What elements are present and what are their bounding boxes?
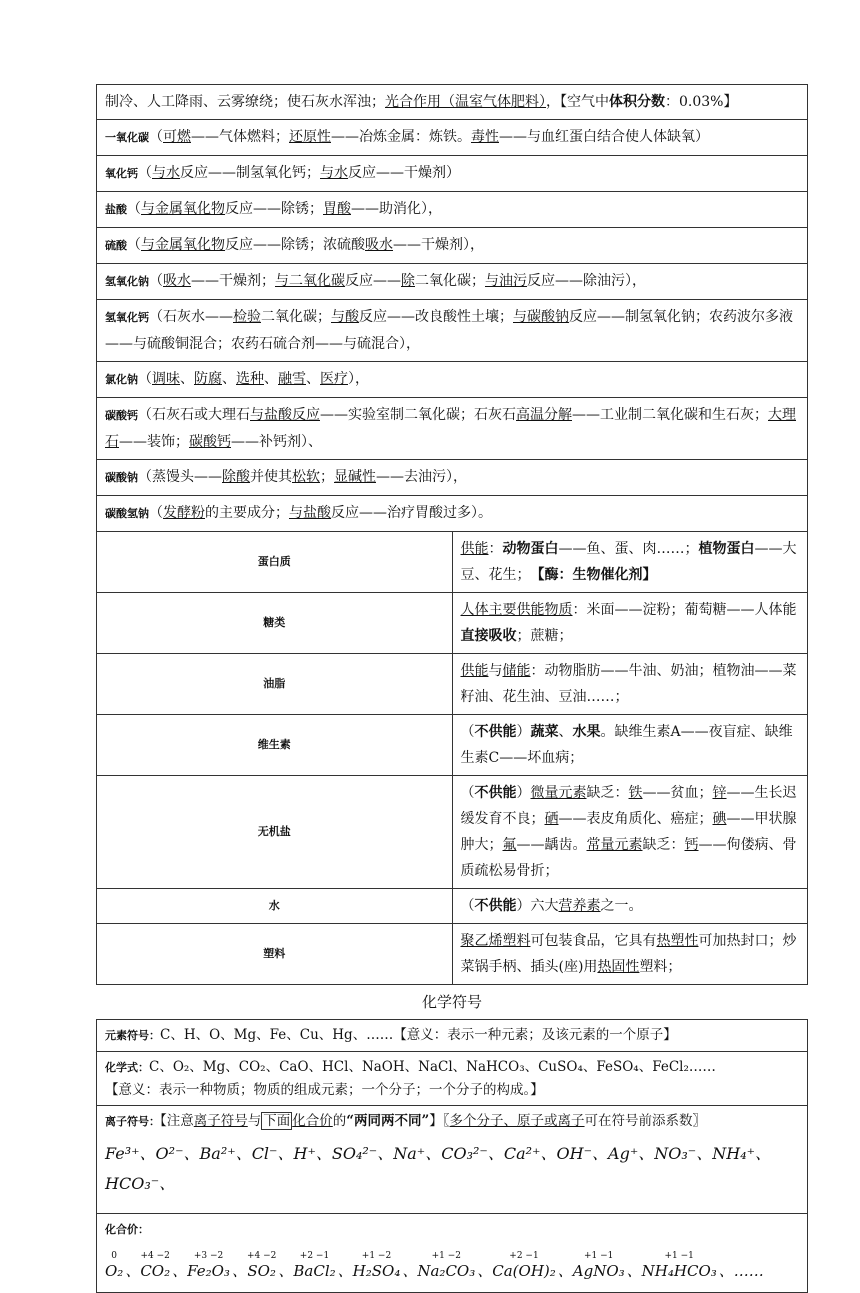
table-row [97, 85, 808, 120]
table-row: 碳酸钠（蒸馒头——除酸并使其松软；显碱性——去油污）， [97, 460, 808, 496]
table-row: 蛋白质 供能：动物蛋白——鱼、蛋、肉……；植物蛋白——大豆、花生； 【酶：生物催化剂】 [97, 532, 808, 593]
table-row: 碳酸氢钠（发酵粉的主要成分；与盐酸反应——治疗胃酸过多）。 [97, 496, 808, 532]
table-row: 一氧化碳（可燃——气体燃料；还原性——冶炼金属：炼铁。毒性——与血红蛋白结合使人体缺氧） [97, 120, 808, 156]
table-row: 氯化钠（调味、防腐、选种、融雪、医疗）， [97, 362, 808, 398]
table-row: 糖类 人体主要供能物质：米面——淀粉；葡萄糖——人体能直接吸收；蔗糖； [97, 593, 808, 654]
element-symbols: 元素符号：C、H、O、Mg、Fe、Cu、Hg、……【意义：表示一种元素；及该元素的一个原子】 [97, 1020, 808, 1052]
nutrient-label: 糖类 [97, 593, 453, 654]
table-row [97, 1052, 808, 1106]
section-title: 化学符号 [421, 993, 482, 1011]
table-row: 维生素 （不供能）蔬菜、水果。缺维生素A——夜盲症、缺维生素C——坏血病； [97, 715, 808, 776]
table-row [97, 1020, 808, 1052]
table-row: 塑料 聚乙烯塑料可包装食品，它具有热塑性可加热封口；炒菜锅手柄、插头(座)用热固性塑料； [97, 924, 808, 985]
symbols-table [96, 1019, 808, 1293]
table-row [97, 1214, 808, 1293]
table-row: 氧化钙（与水反应——制氢氧化钙；与水反应——干燥剂） [97, 156, 808, 192]
ion-symbols: 离子符号：【注意离子符号与 下面 化合价的“两同两不同”】〖多个分子、原子或离子可在符号前添系数〗 Fe³⁺、O²⁻、Ba²⁺、Cl⁻、H⁺、SO₄²⁻、Na⁺、CO₃²⁻、Ca²⁺、OH⁻、Ag⁺、NO₃⁻、NH₄⁺、HCO₃⁻、 [97, 1106, 808, 1214]
table-row: 碳酸钙（石灰石或大理石与盐酸反应——实验室制二氧化碳；石灰石高温分解——工业制二氧化碳和生石灰；大理石——装饰；碳酸钙——补钙剂）、 [97, 398, 808, 460]
table-row: 水 （不供能）六大营养素之一。 [97, 889, 808, 924]
table-row: 无机盐 （不供能）微量元素缺乏：铁——贫血；锌——生长迟缓发育不良；硒——表皮角质化、癌症；碘——甲状腺肿大；氟——龋齿。常量元素缺乏：钙——佝偻病、骨质疏松易骨折； [97, 776, 808, 889]
uses-table [96, 84, 808, 985]
nutrient-label: 维生素 [97, 715, 453, 776]
nutrient-label: 水 [97, 889, 453, 924]
valence-line: 0 O₂ 、 +4 −2 CO₂ 、 +3 −2 Fe₂O₃ 、 +4 −2 SO₂ 、 +2 −1 BaCl₂ 、 +1 −2 H₂SO₄ 、 +1 −2 Na₂CO₃ 、 +2 −1 Ca(OH)₂ 、 +1 −1 AgNO₃ 、 +1 −1 NH₄HCO₃ 、…… [105, 1251, 764, 1280]
valence: 化合价： 0 O₂ 、 +4 −2 CO₂ 、 +3 −2 Fe₂O₃ 、 +4 −2 SO₂ 、 +2 −1 BaCl₂ 、 +1 −2 H₂SO₄ 、 +1 −2 Na₂CO₃ 、 +2 −1 Ca(OH)₂ 、 +1 −1 AgNO₃ 、 +1 −1 NH₄HCO₃ 、…… [97, 1214, 808, 1293]
nutrient-label: 无机盐 [97, 776, 453, 889]
nutrient-label: 塑料 [97, 924, 453, 985]
table-row: 氢氧化钠（吸水——干燥剂；与二氧化碳反应——除二氧化碳；与油污反应——除油污）， [97, 264, 808, 300]
nutrient-label: 蛋白质 [97, 532, 453, 593]
table-row [97, 1106, 808, 1214]
table-row: 油脂 供能与储能：动物脂肪——牛油、奶油；植物油——菜籽油、花生油、豆油……； [97, 654, 808, 715]
page [96, 84, 808, 1293]
ion-list: Fe³⁺、O²⁻、Ba²⁺、Cl⁻、H⁺、SO₄²⁻、Na⁺、CO₃²⁻、Ca²⁺、OH⁻、Ag⁺、NO₃⁻、NH₄⁺、HCO₃⁻、 [105, 1144, 772, 1193]
nutrient-label: 油脂 [97, 654, 453, 715]
chemical-formula: 化学式：C、O₂、Mg、CO₂、CaO、HCl、NaOH、NaCl、NaHCO₃、CuSO₄、FeSO₄、FeCl₂…… 【意义：表示一种物质；物质的组成元素；一个分子；一个分子的构成。】 [97, 1052, 808, 1106]
table-row: 盐酸（与金属氧化物反应——除锈；胃酸——助消化）， [97, 192, 808, 228]
row-co2: 制冷、人工降雨、云雾缭绕；使石灰水浑浊；光合作用（温室气体肥料），【空气中体积分数：0.03%】 [97, 85, 808, 120]
table-row: 硫酸（与金属氧化物反应——除锈；浓硫酸吸水——干燥剂）， [97, 228, 808, 264]
table-row: 氢氧化钙（石灰水——检验二氧化碳；与酸反应——改良酸性土壤；与碳酸钠反应——制氢氧化钠；农药波尔多液——与硫酸铜混合；农药石硫合剂——与硫混合）， [97, 300, 808, 362]
